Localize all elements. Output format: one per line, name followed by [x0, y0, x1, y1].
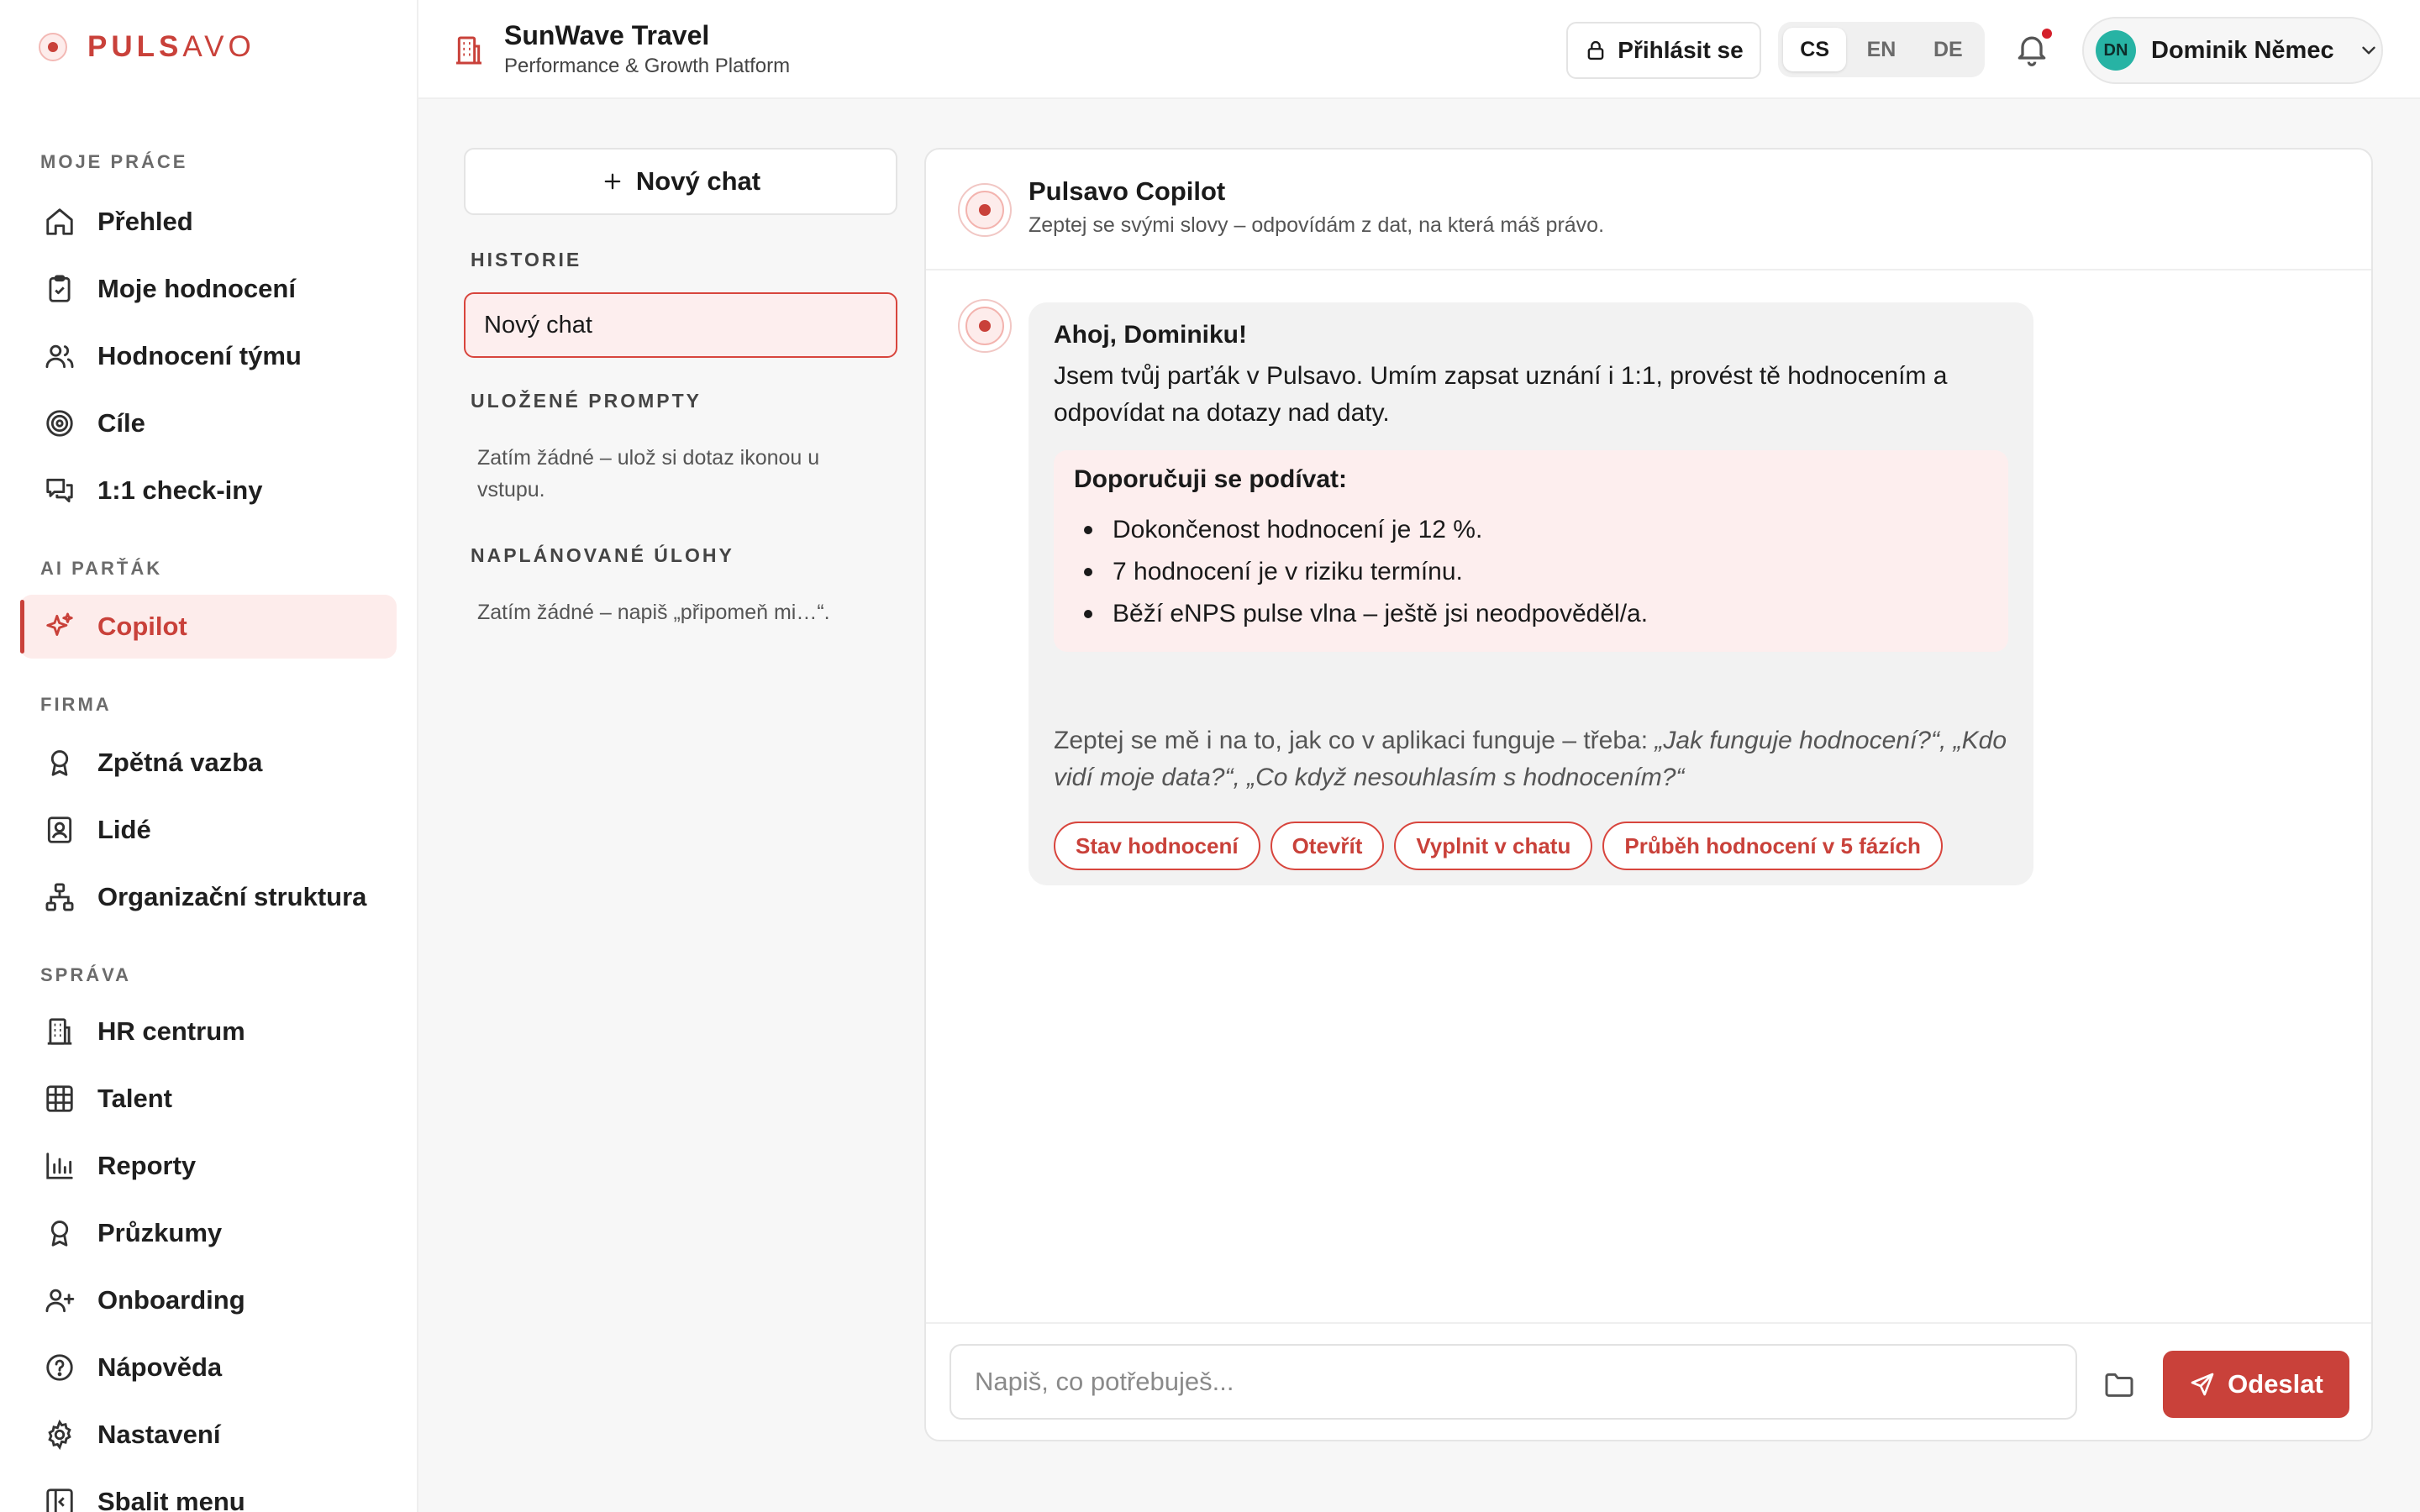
sidebar-collapse-button[interactable]	[20, 1470, 397, 1512]
organization-subtitle: Performance & Growth Platform	[504, 55, 791, 77]
list-item: Dokončenost hodnocení je 12 %.	[1074, 509, 1648, 551]
new-chat-label: Nový chat	[635, 166, 761, 196]
sidebar-item-reports[interactable]	[20, 1134, 397, 1198]
login-label: Přihlásit se	[1618, 37, 1744, 63]
sidebar	[0, 0, 418, 1512]
message-input-wrapper	[950, 1344, 2077, 1420]
hint-text: Zeptej se mě i na to, jak co v aplikaci funguje – třeba:	[1054, 727, 1655, 754]
language-switcher	[1778, 22, 1985, 77]
language-option-cs[interactable]: CS	[1783, 28, 1846, 71]
chevron-down-icon	[2358, 39, 2380, 61]
sidebar-item-label: Reporty	[97, 1151, 197, 1180]
help-hint	[1054, 722, 2020, 796]
sidebar-item-team-reviews[interactable]	[20, 324, 397, 388]
sidebar-item-label: Sbalit menu	[97, 1487, 245, 1512]
chip-review-phases[interactable]: Průběh hodnocení v 5 fázích	[1602, 822, 1943, 870]
list-item: Běží eNPS pulse vlna – ještě jsi neodpověděl/a.	[1074, 593, 1648, 635]
saved-prompts-empty: Zatím žádné – ulož si dotaz ikonou u vstupu.	[477, 446, 820, 501]
user-menu[interactable]	[2082, 17, 2383, 84]
nav-section-company: FIRMA	[40, 694, 112, 715]
chat-subtitle: Zeptej se svými slovy – odpovídám z dat, na která máš právo.	[1028, 213, 1605, 237]
nav-section-my-work: MOJE PRÁCE	[40, 151, 188, 172]
pulse-logo-icon	[37, 31, 69, 63]
sidebar-item-label: Cíle	[97, 408, 145, 438]
send-label: Odeslat	[2228, 1369, 2323, 1399]
recommendation-title: Doporučuji se podívat:	[1074, 465, 1348, 493]
sidebar-item-org-structure[interactable]	[20, 865, 397, 929]
brand-logo[interactable]	[37, 30, 255, 64]
help-icon	[44, 1352, 76, 1383]
chip-fill-in-chat[interactable]: Vyplnit v chatu	[1394, 822, 1592, 870]
chip-review-status[interactable]: Stav hodnocení	[1054, 822, 1260, 870]
new-chat-button[interactable]	[464, 148, 897, 215]
sidebar-item-label: Organizační struktura	[97, 882, 367, 911]
chat-bubbles-icon	[44, 475, 76, 507]
hint-examples: „Jak funguje hodnocení?“, „Kdo vidí moje data?“, „Co když nesouhlasím s hodnocením?“	[1054, 727, 2007, 791]
users-icon	[44, 340, 76, 372]
history-item[interactable]: Nový chat	[464, 292, 897, 358]
saved-prompts-heading: ULOŽENÉ PROMPTY	[471, 390, 702, 412]
login-button[interactable]	[1566, 22, 1761, 79]
message-intro: Jsem tvůj parťák v Pulsavo. Umím zapsat uznání i 1:1, provést tě hodnocením a odpovídat na dotazy nad daty.	[1054, 362, 1948, 427]
brand-name: PULSAVO	[87, 30, 255, 63]
sidebar-item-surveys[interactable]	[20, 1201, 397, 1265]
sidebar-item-overview[interactable]	[20, 190, 397, 254]
message-input[interactable]	[951, 1346, 2075, 1418]
message-greeting: Ahoj, Dominiku!	[1054, 321, 1247, 349]
sidebar-item-label: HR centrum	[97, 1016, 245, 1046]
sidebar-item-onboarding[interactable]	[20, 1268, 397, 1332]
contact-card-icon	[44, 814, 76, 846]
notification-badge	[2040, 27, 2054, 40]
sidebar-item-label: 1:1 check-iny	[97, 475, 263, 505]
recommendation-box	[1054, 450, 2008, 652]
sidebar-item-people[interactable]	[20, 798, 397, 862]
organization-info	[452, 18, 790, 81]
sidebar-item-label: Průzkumy	[97, 1218, 223, 1247]
org-chart-icon	[44, 881, 76, 913]
home-icon	[44, 206, 76, 238]
send-icon	[2189, 1371, 2216, 1398]
list-item: 7 hodnocení je v riziku termínu.	[1074, 551, 1648, 593]
plus-icon	[601, 170, 624, 193]
sidebar-item-hr-center[interactable]	[20, 1000, 397, 1063]
clipboard-icon	[44, 273, 76, 305]
copilot-logo-icon	[956, 181, 1013, 239]
language-option-en[interactable]: EN	[1866, 37, 1897, 61]
suggestion-chips	[1054, 822, 1943, 870]
copilot-chat	[924, 148, 2373, 1441]
folder-icon[interactable]	[2102, 1368, 2136, 1401]
nav-section-ai: AI PARŤÁK	[40, 558, 163, 579]
scheduled-tasks-heading: NAPLÁNOVANÉ ÚLOHY	[471, 544, 734, 566]
sidebar-item-label: Zpětná vazba	[97, 748, 263, 777]
sidebar-item-feedback[interactable]	[20, 731, 397, 795]
collapse-icon	[44, 1486, 76, 1512]
copilot-avatar-icon	[956, 297, 1013, 354]
sidebar-item-label: Hodnocení týmu	[97, 341, 302, 370]
target-icon	[44, 407, 76, 439]
sidebar-item-help[interactable]	[20, 1336, 397, 1399]
chat-header	[926, 150, 2371, 270]
recommendation-list	[1074, 509, 1648, 635]
building-icon	[452, 34, 486, 67]
send-button[interactable]	[2163, 1351, 2349, 1418]
sidebar-item-goals[interactable]	[20, 391, 397, 455]
gear-icon	[44, 1419, 76, 1451]
language-option-de[interactable]: DE	[1933, 37, 1963, 61]
sidebar-item-label: Copilot	[97, 612, 187, 641]
top-header	[418, 0, 2420, 99]
award-icon	[44, 747, 76, 779]
sidebar-item-label: Přehled	[97, 207, 193, 236]
sidebar-item-my-reviews[interactable]	[20, 257, 397, 321]
assistant-message	[1028, 302, 2033, 885]
grid-icon	[44, 1083, 76, 1115]
avatar: DN	[2096, 30, 2136, 71]
sidebar-item-one-on-ones[interactable]	[20, 459, 397, 522]
nav-section-admin: SPRÁVA	[40, 964, 132, 985]
award-icon	[44, 1217, 76, 1249]
history-heading: HISTORIE	[471, 249, 582, 270]
sidebar-item-label: Talent	[97, 1084, 172, 1113]
sidebar-item-label: Onboarding	[97, 1285, 245, 1315]
scheduled-tasks-empty: Zatím žádné – napiš „připomeň mi…“.	[477, 601, 830, 624]
lock-icon	[1584, 39, 1607, 62]
building-icon	[44, 1016, 76, 1047]
sidebar-item-label: Moje hodnocení	[97, 274, 296, 303]
sidebar-item-label: Nastavení	[97, 1420, 221, 1449]
sidebar-item-copilot[interactable]	[20, 595, 397, 659]
chip-open[interactable]: Otevřít	[1270, 822, 1385, 870]
sidebar-item-settings[interactable]	[20, 1403, 397, 1467]
sidebar-item-talent[interactable]	[20, 1067, 397, 1131]
sidebar-item-label: Lidé	[97, 815, 151, 844]
chat-title: Pulsavo Copilot	[1028, 176, 1226, 206]
user-plus-icon	[44, 1284, 76, 1316]
bar-chart-icon	[44, 1150, 76, 1182]
sidebar-item-label: Nápověda	[97, 1352, 223, 1382]
sparkles-icon	[44, 611, 76, 643]
user-name: Dominik Němec	[2151, 36, 2334, 64]
composer	[926, 1322, 2371, 1443]
organization-name: SunWave Travel	[504, 20, 710, 50]
